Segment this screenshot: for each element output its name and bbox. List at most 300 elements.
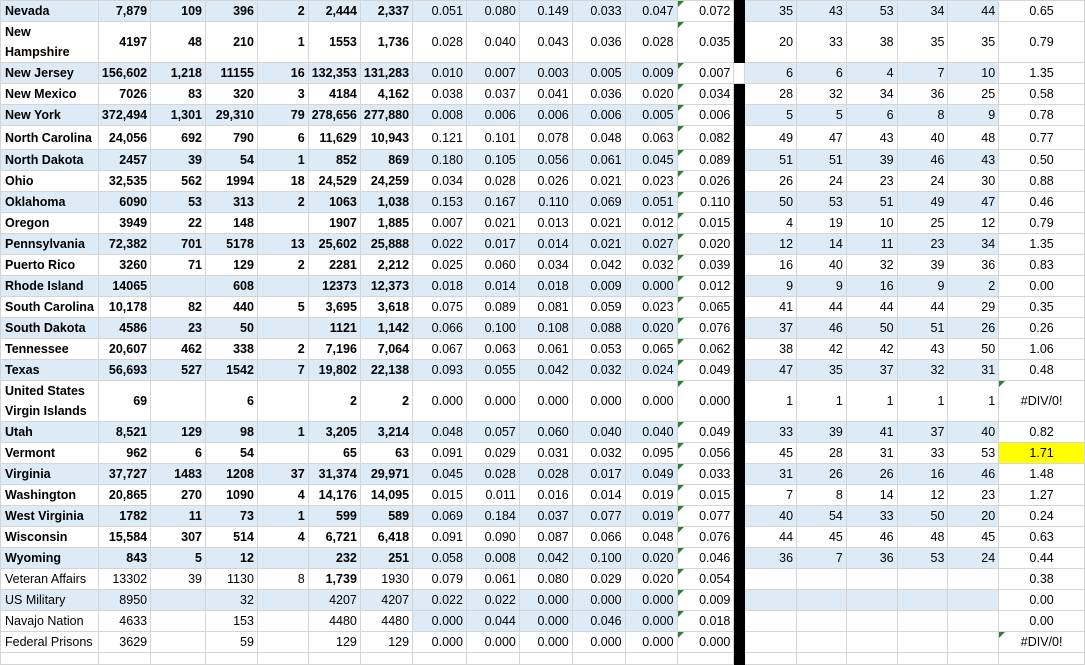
- cell-count[interactable]: 1090: [205, 485, 257, 506]
- cell-rank[interactable]: 6: [745, 63, 797, 84]
- cell-rank[interactable]: 43: [797, 1, 847, 22]
- cell-rank[interactable]: [846, 590, 897, 611]
- cell-rate[interactable]: 0.036: [572, 84, 625, 105]
- cell-rank[interactable]: 39: [846, 150, 897, 171]
- cell-rank[interactable]: 6: [846, 105, 897, 126]
- cell-rank[interactable]: 51: [846, 192, 897, 213]
- cell-rate[interactable]: 0.042: [519, 548, 572, 569]
- cell-rank[interactable]: 29: [948, 297, 999, 318]
- cell-rate[interactable]: 0.101: [466, 126, 519, 150]
- cell-count[interactable]: 22: [151, 213, 206, 234]
- cell-rank[interactable]: 35: [797, 360, 847, 381]
- cell-count[interactable]: 3: [257, 84, 308, 105]
- cell-rate[interactable]: 0.033: [677, 464, 734, 485]
- cell-rate[interactable]: 0.065: [625, 339, 677, 360]
- cell-count[interactable]: 6090: [98, 192, 150, 213]
- cell-rate[interactable]: 0.072: [677, 1, 734, 22]
- cell-ratio[interactable]: 0.77: [999, 126, 1085, 150]
- cell-jurisdiction[interactable]: South Dakota: [1, 318, 99, 339]
- cell-count[interactable]: 6,418: [360, 527, 412, 548]
- cell-count[interactable]: 1,038: [360, 192, 412, 213]
- cell-ratio[interactable]: 0.24: [999, 506, 1085, 527]
- cell-rate[interactable]: 0.093: [413, 360, 467, 381]
- cell-count[interactable]: 962: [98, 443, 150, 464]
- cell-count[interactable]: 5178: [205, 234, 257, 255]
- cell-count[interactable]: 5: [151, 548, 206, 569]
- cell-rank[interactable]: 51: [745, 150, 797, 171]
- cell-rate[interactable]: 0.034: [677, 84, 734, 105]
- cell-rank[interactable]: 4: [745, 213, 797, 234]
- cell-rank[interactable]: [897, 590, 948, 611]
- cell-rank[interactable]: 46: [897, 150, 948, 171]
- cell-count[interactable]: 1,736: [360, 22, 412, 63]
- cell-rate[interactable]: 0.055: [466, 360, 519, 381]
- cell-rank[interactable]: 28: [745, 84, 797, 105]
- cell-count[interactable]: 131,283: [360, 63, 412, 84]
- cell-count[interactable]: 31,374: [308, 464, 360, 485]
- cell-count[interactable]: 1930: [360, 569, 412, 590]
- cell-rank[interactable]: 8: [797, 485, 847, 506]
- cell-count[interactable]: 210: [205, 22, 257, 63]
- cell-ratio[interactable]: 0.35: [999, 297, 1085, 318]
- cell-rate[interactable]: 0.089: [466, 297, 519, 318]
- cell-rate[interactable]: 0.044: [466, 611, 519, 632]
- cell-rate[interactable]: 0.032: [572, 443, 625, 464]
- cell-rate[interactable]: 0.000: [677, 381, 734, 422]
- cell-rank[interactable]: 45: [948, 527, 999, 548]
- cell-rate[interactable]: 0.077: [677, 506, 734, 527]
- cell-count[interactable]: 54: [205, 443, 257, 464]
- cell-count[interactable]: 22,138: [360, 360, 412, 381]
- empty-cell[interactable]: [677, 653, 734, 665]
- cell-jurisdiction[interactable]: New Hampshire: [1, 22, 99, 63]
- cell-rate[interactable]: 0.045: [625, 150, 677, 171]
- cell-count[interactable]: 63: [360, 443, 412, 464]
- cell-count[interactable]: 71: [151, 255, 206, 276]
- cell-rank[interactable]: 38: [846, 22, 897, 63]
- cell-rank[interactable]: 53: [897, 548, 948, 569]
- cell-rank[interactable]: [797, 569, 847, 590]
- cell-count[interactable]: 4480: [308, 611, 360, 632]
- cell-rate[interactable]: 0.000: [572, 590, 625, 611]
- cell-count[interactable]: 82: [151, 297, 206, 318]
- cell-rate[interactable]: 0.080: [466, 1, 519, 22]
- cell-rank[interactable]: 44: [897, 297, 948, 318]
- cell-rank[interactable]: 50: [948, 339, 999, 360]
- cell-rate[interactable]: 0.088: [572, 318, 625, 339]
- cell-count[interactable]: 1130: [205, 569, 257, 590]
- cell-rate[interactable]: 0.153: [413, 192, 467, 213]
- cell-rate[interactable]: 0.034: [413, 171, 467, 192]
- cell-count[interactable]: 4184: [308, 84, 360, 105]
- cell-count[interactable]: 24,259: [360, 171, 412, 192]
- cell-count[interactable]: 7,196: [308, 339, 360, 360]
- cell-rate[interactable]: 0.061: [519, 339, 572, 360]
- cell-count[interactable]: 852: [308, 150, 360, 171]
- cell-count[interactable]: 2,444: [308, 1, 360, 22]
- cell-rate[interactable]: 0.011: [466, 485, 519, 506]
- cell-rate[interactable]: 0.000: [625, 276, 677, 297]
- cell-count[interactable]: 1,142: [360, 318, 412, 339]
- cell-rate[interactable]: 0.000: [413, 632, 467, 653]
- cell-jurisdiction[interactable]: Washington: [1, 485, 99, 506]
- cell-rank[interactable]: 32: [897, 360, 948, 381]
- empty-cell[interactable]: [797, 653, 847, 665]
- cell-rate[interactable]: 0.028: [413, 22, 467, 63]
- cell-jurisdiction[interactable]: United States Virgin Islands: [1, 381, 99, 422]
- cell-rank[interactable]: 2: [948, 276, 999, 297]
- cell-count[interactable]: 307: [151, 527, 206, 548]
- cell-rank[interactable]: 9: [745, 276, 797, 297]
- cell-count[interactable]: 6: [151, 443, 206, 464]
- cell-rank[interactable]: 31: [948, 360, 999, 381]
- cell-rate[interactable]: 0.029: [572, 569, 625, 590]
- cell-ratio[interactable]: 0.63: [999, 527, 1085, 548]
- cell-rank[interactable]: 23: [948, 485, 999, 506]
- cell-rank[interactable]: 6: [797, 63, 847, 84]
- cell-rate[interactable]: 0.006: [572, 105, 625, 126]
- cell-ratio[interactable]: 0.78: [999, 105, 1085, 126]
- cell-count[interactable]: 6: [205, 381, 257, 422]
- cell-rate[interactable]: 0.031: [519, 443, 572, 464]
- cell-rank[interactable]: 46: [948, 464, 999, 485]
- cell-rate[interactable]: 0.005: [625, 105, 677, 126]
- cell-rate[interactable]: 0.180: [413, 150, 467, 171]
- cell-rate[interactable]: 0.022: [413, 234, 467, 255]
- cell-rate[interactable]: 0.108: [519, 318, 572, 339]
- cell-rate[interactable]: 0.023: [625, 171, 677, 192]
- cell-jurisdiction[interactable]: New Jersey: [1, 63, 99, 84]
- cell-count[interactable]: 23: [151, 318, 206, 339]
- cell-rank[interactable]: 47: [797, 126, 847, 150]
- cell-ratio[interactable]: 1.35: [999, 63, 1085, 84]
- cell-rank[interactable]: 51: [897, 318, 948, 339]
- cell-rank[interactable]: 44: [948, 1, 999, 22]
- cell-rank[interactable]: 47: [948, 192, 999, 213]
- cell-count[interactable]: [257, 318, 308, 339]
- cell-rate[interactable]: 0.078: [519, 126, 572, 150]
- cell-rank[interactable]: 46: [846, 527, 897, 548]
- cell-count[interactable]: 11155: [205, 63, 257, 84]
- cell-count[interactable]: 692: [151, 126, 206, 150]
- cell-rate[interactable]: 0.007: [413, 213, 467, 234]
- cell-ratio[interactable]: 0.83: [999, 255, 1085, 276]
- cell-rate[interactable]: 0.032: [572, 360, 625, 381]
- cell-rank[interactable]: [948, 611, 999, 632]
- cell-rate[interactable]: 0.060: [519, 422, 572, 443]
- cell-count[interactable]: 25,602: [308, 234, 360, 255]
- cell-rate[interactable]: 0.020: [625, 84, 677, 105]
- cell-rate[interactable]: 0.063: [625, 126, 677, 150]
- cell-rank[interactable]: 7: [797, 548, 847, 569]
- cell-rate[interactable]: 0.047: [625, 1, 677, 22]
- cell-rank[interactable]: 24: [897, 171, 948, 192]
- cell-jurisdiction[interactable]: Wyoming: [1, 548, 99, 569]
- cell-rank[interactable]: 45: [797, 527, 847, 548]
- cell-rate[interactable]: 0.056: [677, 443, 734, 464]
- cell-rank[interactable]: 26: [846, 464, 897, 485]
- cell-rank[interactable]: 38: [745, 339, 797, 360]
- cell-jurisdiction[interactable]: New Mexico: [1, 84, 99, 105]
- cell-ratio[interactable]: 1.35: [999, 234, 1085, 255]
- cell-count[interactable]: 701: [151, 234, 206, 255]
- cell-count[interactable]: 1483: [151, 464, 206, 485]
- cell-rank[interactable]: 50: [846, 318, 897, 339]
- empty-cell[interactable]: [999, 653, 1085, 665]
- cell-count[interactable]: 37: [257, 464, 308, 485]
- cell-count[interactable]: 25,888: [360, 234, 412, 255]
- cell-rate[interactable]: 0.000: [677, 632, 734, 653]
- cell-count[interactable]: 14065: [98, 276, 150, 297]
- cell-rank[interactable]: 7: [897, 63, 948, 84]
- cell-count[interactable]: 14,176: [308, 485, 360, 506]
- cell-rank[interactable]: 28: [797, 443, 847, 464]
- cell-rate[interactable]: 0.048: [572, 126, 625, 150]
- cell-rank[interactable]: 40: [948, 422, 999, 443]
- cell-rate[interactable]: 0.066: [413, 318, 467, 339]
- cell-ratio[interactable]: 0.48: [999, 360, 1085, 381]
- cell-jurisdiction[interactable]: Wisconsin: [1, 527, 99, 548]
- cell-rank[interactable]: 44: [797, 297, 847, 318]
- cell-rank[interactable]: 43: [897, 339, 948, 360]
- cell-rate[interactable]: 0.149: [519, 1, 572, 22]
- cell-rank[interactable]: 41: [846, 422, 897, 443]
- cell-rank[interactable]: 49: [745, 126, 797, 150]
- cell-rank[interactable]: 11: [846, 234, 897, 255]
- cell-rate[interactable]: 0.009: [677, 590, 734, 611]
- cell-rate[interactable]: 0.053: [572, 339, 625, 360]
- cell-rate[interactable]: 0.026: [677, 171, 734, 192]
- empty-cell[interactable]: [519, 653, 572, 665]
- cell-rate[interactable]: 0.038: [413, 84, 467, 105]
- cell-rate[interactable]: 0.020: [677, 234, 734, 255]
- cell-count[interactable]: 1208: [205, 464, 257, 485]
- cell-rank[interactable]: 40: [745, 506, 797, 527]
- cell-rate[interactable]: 0.061: [572, 150, 625, 171]
- cell-rank[interactable]: 53: [797, 192, 847, 213]
- cell-ratio[interactable]: 0.38: [999, 569, 1085, 590]
- cell-ratio[interactable]: 1.06: [999, 339, 1085, 360]
- cell-jurisdiction[interactable]: Pennsylvania: [1, 234, 99, 255]
- cell-count[interactable]: 129: [205, 255, 257, 276]
- cell-rank[interactable]: [897, 611, 948, 632]
- cell-count[interactable]: 277,880: [360, 105, 412, 126]
- cell-rate[interactable]: 0.028: [625, 22, 677, 63]
- cell-count[interactable]: 462: [151, 339, 206, 360]
- cell-rate[interactable]: 0.014: [572, 485, 625, 506]
- cell-rate[interactable]: 0.000: [625, 590, 677, 611]
- cell-rate[interactable]: 0.021: [572, 171, 625, 192]
- cell-count[interactable]: 50: [205, 318, 257, 339]
- cell-count[interactable]: 2457: [98, 150, 150, 171]
- cell-count[interactable]: 13302: [98, 569, 150, 590]
- cell-count[interactable]: 4,162: [360, 84, 412, 105]
- cell-rank[interactable]: 12: [948, 213, 999, 234]
- cell-count[interactable]: 2: [257, 255, 308, 276]
- cell-rank[interactable]: [846, 611, 897, 632]
- cell-count[interactable]: 1907: [308, 213, 360, 234]
- cell-ratio[interactable]: 0.00: [999, 276, 1085, 297]
- cell-count[interactable]: 16: [257, 63, 308, 84]
- cell-count[interactable]: 148: [205, 213, 257, 234]
- cell-rate[interactable]: 0.007: [677, 63, 734, 84]
- cell-rate[interactable]: 0.069: [572, 192, 625, 213]
- cell-rank[interactable]: 24: [797, 171, 847, 192]
- cell-jurisdiction[interactable]: Oklahoma: [1, 192, 99, 213]
- cell-rank[interactable]: 10: [948, 63, 999, 84]
- cell-rank[interactable]: 35: [745, 1, 797, 22]
- cell-count[interactable]: 1542: [205, 360, 257, 381]
- cell-rank[interactable]: 46: [797, 318, 847, 339]
- cell-rate[interactable]: 0.100: [572, 548, 625, 569]
- cell-rank[interactable]: 33: [797, 22, 847, 63]
- cell-rate[interactable]: 0.026: [519, 171, 572, 192]
- cell-count[interactable]: [257, 276, 308, 297]
- cell-jurisdiction[interactable]: Virginia: [1, 464, 99, 485]
- cell-ratio[interactable]: 0.46: [999, 192, 1085, 213]
- cell-rank[interactable]: 12: [897, 485, 948, 506]
- cell-rank[interactable]: 16: [897, 464, 948, 485]
- cell-rate[interactable]: 0.082: [677, 126, 734, 150]
- cell-count[interactable]: 7026: [98, 84, 150, 105]
- cell-count[interactable]: 3,205: [308, 422, 360, 443]
- empty-cell[interactable]: [151, 653, 206, 665]
- cell-count[interactable]: 83: [151, 84, 206, 105]
- cell-count[interactable]: 12373: [308, 276, 360, 297]
- cell-rate[interactable]: 0.051: [625, 192, 677, 213]
- cell-rank[interactable]: 39: [897, 255, 948, 276]
- cell-count[interactable]: 79: [257, 105, 308, 126]
- cell-rank[interactable]: 20: [948, 506, 999, 527]
- cell-ratio[interactable]: 0.50: [999, 150, 1085, 171]
- cell-count[interactable]: 599: [308, 506, 360, 527]
- cell-count[interactable]: 2: [257, 192, 308, 213]
- cell-rank[interactable]: 53: [846, 1, 897, 22]
- cell-rank[interactable]: 33: [846, 506, 897, 527]
- cell-rank[interactable]: 16: [745, 255, 797, 276]
- cell-count[interactable]: 8,521: [98, 422, 150, 443]
- cell-count[interactable]: 54: [205, 150, 257, 171]
- cell-rate[interactable]: 0.184: [466, 506, 519, 527]
- cell-rank[interactable]: 9: [948, 105, 999, 126]
- cell-rate[interactable]: 0.014: [466, 276, 519, 297]
- cell-rank[interactable]: 54: [797, 506, 847, 527]
- cell-rank[interactable]: 36: [846, 548, 897, 569]
- cell-ratio[interactable]: #DIV/0!: [999, 381, 1085, 422]
- cell-rate[interactable]: 0.028: [519, 464, 572, 485]
- cell-rank[interactable]: 50: [745, 192, 797, 213]
- cell-rate[interactable]: 0.121: [413, 126, 467, 150]
- cell-rank[interactable]: 14: [797, 234, 847, 255]
- cell-count[interactable]: 1782: [98, 506, 150, 527]
- cell-count[interactable]: 2: [257, 1, 308, 22]
- cell-rank[interactable]: 1: [797, 381, 847, 422]
- cell-rate[interactable]: 0.046: [677, 548, 734, 569]
- cell-rate[interactable]: 0.048: [625, 527, 677, 548]
- cell-count[interactable]: 8950: [98, 590, 150, 611]
- cell-rate[interactable]: 0.006: [519, 105, 572, 126]
- cell-ratio[interactable]: 0.26: [999, 318, 1085, 339]
- cell-count[interactable]: 2: [308, 381, 360, 422]
- cell-count[interactable]: [257, 590, 308, 611]
- cell-rate[interactable]: 0.035: [677, 22, 734, 63]
- cell-count[interactable]: 608: [205, 276, 257, 297]
- empty-cell[interactable]: [948, 653, 999, 665]
- cell-rate[interactable]: 0.042: [572, 255, 625, 276]
- cell-rank[interactable]: 16: [846, 276, 897, 297]
- cell-rate[interactable]: 0.069: [413, 506, 467, 527]
- cell-rank[interactable]: 35: [897, 22, 948, 63]
- cell-count[interactable]: 32,535: [98, 171, 150, 192]
- cell-count[interactable]: 156,602: [98, 63, 150, 84]
- cell-rank[interactable]: 32: [846, 255, 897, 276]
- empty-cell[interactable]: [308, 653, 360, 665]
- cell-rank[interactable]: 44: [745, 527, 797, 548]
- cell-rank[interactable]: 47: [745, 360, 797, 381]
- cell-rank[interactable]: 12: [745, 234, 797, 255]
- cell-jurisdiction[interactable]: Federal Prisons: [1, 632, 99, 653]
- cell-rate[interactable]: 0.089: [677, 150, 734, 171]
- cell-rank[interactable]: 39: [797, 422, 847, 443]
- cell-jurisdiction[interactable]: New York: [1, 105, 99, 126]
- cell-rate[interactable]: 0.095: [625, 443, 677, 464]
- cell-count[interactable]: 109: [151, 1, 206, 22]
- cell-count[interactable]: 514: [205, 527, 257, 548]
- cell-count[interactable]: 69: [98, 381, 150, 422]
- cell-count[interactable]: 12: [205, 548, 257, 569]
- cell-rate[interactable]: 0.100: [466, 318, 519, 339]
- cell-rate[interactable]: 0.049: [625, 464, 677, 485]
- cell-count[interactable]: 2281: [308, 255, 360, 276]
- cell-rank[interactable]: 1: [846, 381, 897, 422]
- cell-ratio[interactable]: #DIV/0!: [999, 632, 1085, 653]
- cell-count[interactable]: 19,802: [308, 360, 360, 381]
- cell-count[interactable]: 20,865: [98, 485, 150, 506]
- cell-rank[interactable]: 19: [797, 213, 847, 234]
- cell-rate[interactable]: 0.042: [519, 360, 572, 381]
- cell-count[interactable]: [257, 213, 308, 234]
- cell-jurisdiction[interactable]: US Military: [1, 590, 99, 611]
- cell-rate[interactable]: 0.040: [466, 22, 519, 63]
- cell-jurisdiction[interactable]: Rhode Island: [1, 276, 99, 297]
- cell-rate[interactable]: 0.077: [572, 506, 625, 527]
- cell-rate[interactable]: 0.105: [466, 150, 519, 171]
- empty-cell[interactable]: [846, 653, 897, 665]
- cell-rate[interactable]: 0.079: [413, 569, 467, 590]
- cell-count[interactable]: 37,727: [98, 464, 150, 485]
- cell-rate[interactable]: 0.065: [677, 297, 734, 318]
- cell-count[interactable]: 1: [257, 506, 308, 527]
- cell-count[interactable]: 24,056: [98, 126, 150, 150]
- cell-ratio[interactable]: 0.82: [999, 422, 1085, 443]
- cell-count[interactable]: 589: [360, 506, 412, 527]
- cell-rate[interactable]: 0.009: [572, 276, 625, 297]
- cell-rate[interactable]: 0.018: [519, 276, 572, 297]
- cell-count[interactable]: 73: [205, 506, 257, 527]
- cell-count[interactable]: 7,879: [98, 1, 150, 22]
- cell-ratio[interactable]: 1.27: [999, 485, 1085, 506]
- cell-rank[interactable]: 31: [846, 443, 897, 464]
- empty-cell[interactable]: [257, 653, 308, 665]
- cell-ratio[interactable]: 1.48: [999, 464, 1085, 485]
- cell-count[interactable]: 2,337: [360, 1, 412, 22]
- cell-count[interactable]: 12,373: [360, 276, 412, 297]
- cell-rank[interactable]: 37: [846, 360, 897, 381]
- cell-rank[interactable]: 36: [897, 84, 948, 105]
- cell-jurisdiction[interactable]: Oregon: [1, 213, 99, 234]
- cell-rank[interactable]: 25: [948, 84, 999, 105]
- cell-count[interactable]: 39: [151, 569, 206, 590]
